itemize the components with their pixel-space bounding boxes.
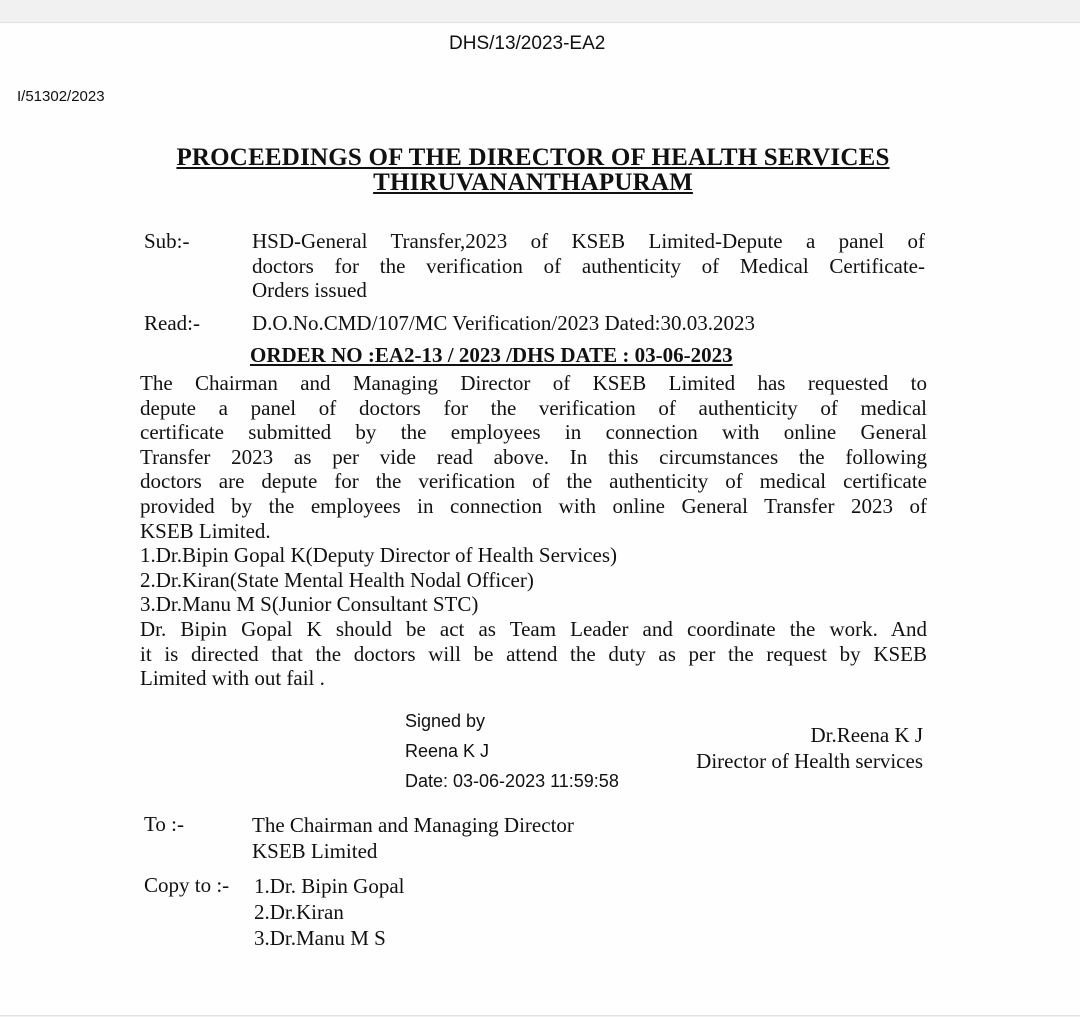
recipient-line: KSEB Limited xyxy=(252,839,378,863)
copy-to-list xyxy=(254,873,405,951)
title-line-1: PROCEEDINGS OF THE DIRECTOR OF HEALTH SERVICES xyxy=(176,144,890,171)
copy-to-item: 3.Dr.Manu M S xyxy=(254,926,386,950)
body-line: The Chairman and Managing Director of KSEB Limited has requested to xyxy=(140,371,927,395)
recipient-line: The Chairman and Managing Director xyxy=(252,813,574,837)
recipient-address xyxy=(252,812,574,864)
doctor-list-item: 2.Dr.Kiran(State Mental Health Nodal Officer) xyxy=(140,567,534,592)
order-body xyxy=(140,371,927,691)
officer-designation: Director of Health services xyxy=(696,749,923,773)
subject-line: Orders issued xyxy=(252,278,367,303)
title-line-2: THIRUVANANTHAPURAM xyxy=(373,169,693,196)
officer-name: Dr.Reena K J xyxy=(810,723,923,747)
copy-to-label: Copy to :- xyxy=(144,873,230,897)
subject-label: Sub:- xyxy=(144,229,190,253)
read-reference: D.O.No.CMD/107/MC Verification/2023 Dated:30.03.2023 xyxy=(252,311,755,335)
copy-to-item: 1.Dr. Bipin Gopal xyxy=(254,874,405,898)
document-title xyxy=(146,145,920,195)
doctor-list-item: 3.Dr.Manu M S(Junior Consultant STC) xyxy=(140,592,479,617)
signed-by-label: Signed by xyxy=(405,711,486,731)
body-line: Transfer 2023 as per vide read above. In this circumstances the following xyxy=(140,444,927,469)
signer-name: Reena K J xyxy=(405,741,490,761)
file-number: DHS/13/2023-EA2 xyxy=(449,33,606,54)
body-line: Dr. Bipin Gopal K should be act as Team Leader and coordinate the work. And xyxy=(140,616,927,641)
body-line: KSEB Limited. xyxy=(140,518,271,543)
body-line: Limited with out fail . xyxy=(140,666,325,691)
copy-to-item: 2.Dr.Kiran xyxy=(254,900,344,924)
subject-line: doctors for the verification of authenticity of Medical Certificate- xyxy=(252,253,925,278)
subject-line: HSD-General Transfer,2023 of KSEB Limited-Depute a panel of xyxy=(252,229,925,253)
body-line: it is directed that the doctors will be attend the duty as per the request by KSEB xyxy=(140,641,927,666)
signature-date: Date: 03-06-2023 11:59:58 xyxy=(405,771,619,791)
body-line: depute a panel of doctors for the verification of authenticity of medical xyxy=(140,395,927,420)
body-line: certificate submitted by the employees in connection with online General xyxy=(140,420,927,445)
reference-number: I/51302/2023 xyxy=(17,88,105,105)
read-label: Read:- xyxy=(144,311,200,335)
body-line: provided by the employees in connection with online General Transfer 2023 of xyxy=(140,493,927,518)
body-line: doctors are depute for the verification of the authenticity of medical certificate xyxy=(140,469,927,494)
doctor-list-item: 1.Dr.Bipin Gopal K(Deputy Director of Health Services) xyxy=(140,543,618,568)
digital-signature-block xyxy=(405,706,619,796)
signing-officer xyxy=(640,722,923,774)
to-label: To :- xyxy=(144,812,184,836)
subject-text xyxy=(252,229,925,303)
order-number: ORDER NO :EA2-13 / 2023 /DHS DATE : 03-06-2023 xyxy=(250,343,733,367)
